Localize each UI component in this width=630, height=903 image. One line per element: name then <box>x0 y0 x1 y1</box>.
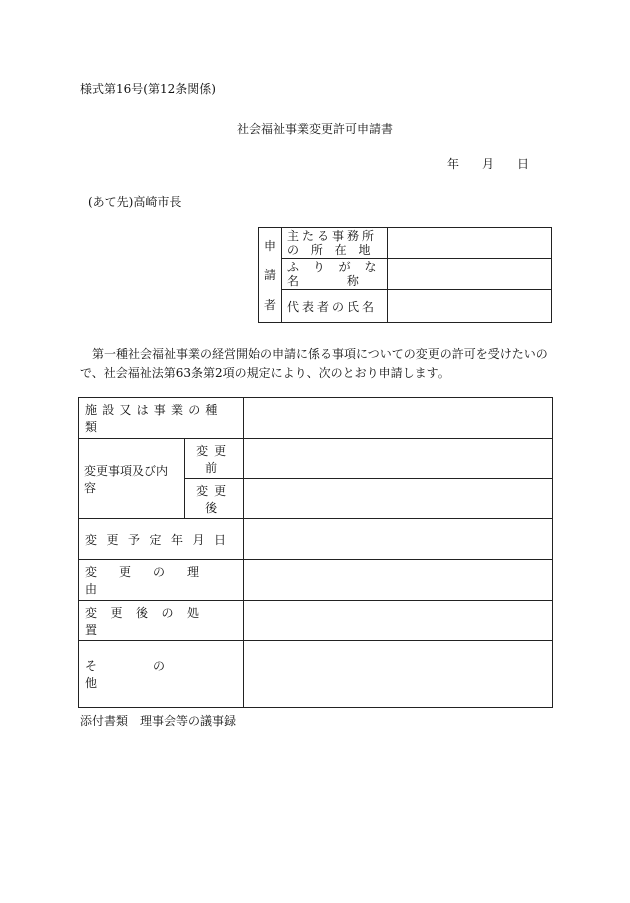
change-details-table <box>78 397 553 708</box>
office-address-label-line2: の 所 在 地 <box>287 243 375 257</box>
office-address-input[interactable] <box>388 228 552 259</box>
before-label-text: 変更前 <box>196 443 233 475</box>
scheduled-date-label <box>79 519 244 560</box>
before-label <box>185 439 244 479</box>
other-input[interactable] <box>244 641 553 708</box>
representative-label-text: 代表者の氏名 <box>287 299 378 314</box>
facility-type-label <box>79 398 244 439</box>
scheduled-date-label-text: 変更予定年月日 <box>85 532 236 547</box>
disposition-label <box>79 601 244 641</box>
applicant-table <box>258 227 552 323</box>
office-address-label <box>282 228 388 259</box>
name-input[interactable] <box>388 259 552 290</box>
disposition-input[interactable] <box>244 601 553 641</box>
other-label-text: その他 <box>85 659 222 690</box>
applicant-label-char-3: 者 <box>263 297 276 312</box>
reason-label-text: 変更の理由 <box>85 565 222 596</box>
date-month-label: 月 <box>482 157 495 171</box>
after-input[interactable] <box>244 479 553 519</box>
furigana-label: ふ り が な <box>287 260 382 274</box>
form-number: 様式第16号(第12条関係) <box>80 82 216 96</box>
other-label <box>79 641 244 708</box>
body-text-line1: 第一種社会福祉事業の経営開始の申請に係る事項についての変更の許可を受けたいの <box>92 347 548 361</box>
disposition-label-text: 変更後の処置 <box>85 605 213 637</box>
date-day-label: 日 <box>517 157 530 171</box>
scheduled-date-input[interactable] <box>244 519 553 560</box>
representative-input[interactable] <box>388 290 552 323</box>
name-label <box>282 259 388 290</box>
change-items-label <box>79 439 185 519</box>
office-address-label-line1: 主たる事務所 <box>287 229 378 243</box>
change-items-label-text: 変更事項及び内容 <box>84 463 169 495</box>
facility-type-label-text: 施設又は事業の種類 <box>85 403 223 434</box>
document-title: 社会福祉事業変更許可申請書 <box>236 122 393 136</box>
body-text-line2: で、社会福祉法第63条第2項の規定により、次のとおり申請します。 <box>80 366 450 380</box>
reason-input[interactable] <box>244 560 553 601</box>
attachments-note: 添付書類 理事会等の議事録 <box>80 714 237 728</box>
applicant-label-char-2: 請 <box>263 268 276 283</box>
addressee: (あて先)高崎市長 <box>88 195 182 209</box>
after-label-text: 変更後 <box>196 483 233 515</box>
name-label-line2: 名 称 <box>287 274 381 288</box>
after-label <box>185 479 244 519</box>
reason-label <box>79 560 244 601</box>
before-input[interactable] <box>244 439 553 479</box>
date-year-label: 年 <box>447 157 460 171</box>
applicant-label <box>259 228 282 323</box>
facility-type-input[interactable] <box>244 398 553 439</box>
representative-label <box>282 290 388 323</box>
applicant-label-char-1: 申 <box>263 239 276 254</box>
